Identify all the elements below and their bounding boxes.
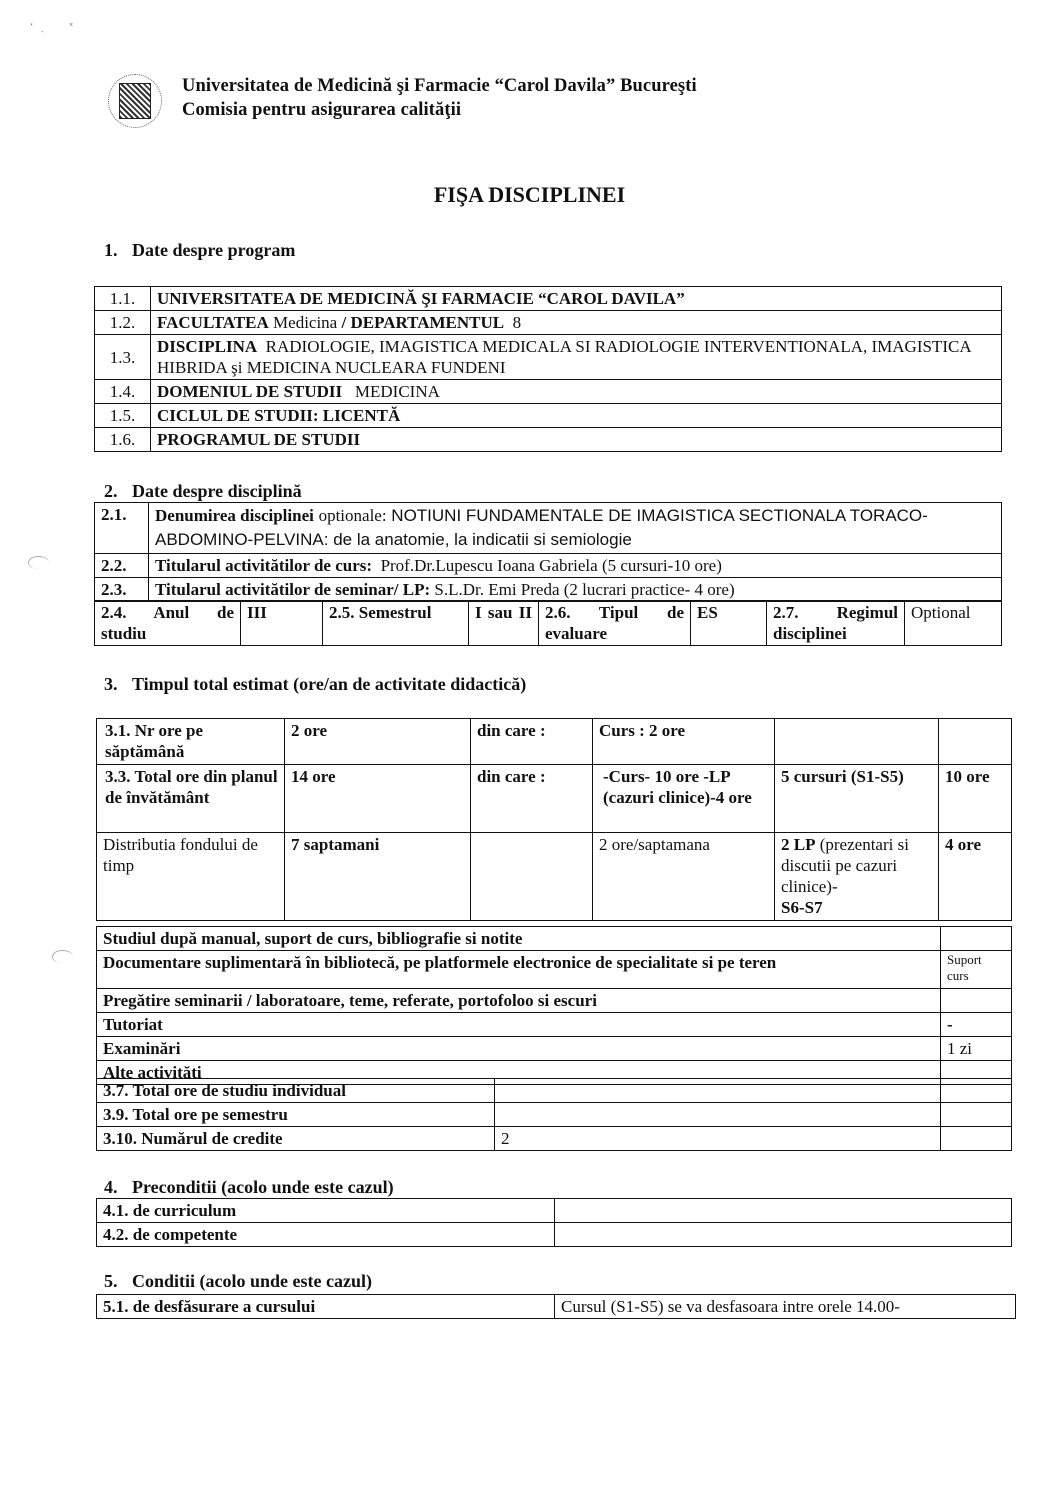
table-row	[97, 1295, 1016, 1319]
scan-mark	[52, 950, 73, 963]
activities-table	[96, 926, 1012, 1085]
scan-mark	[28, 556, 49, 569]
table-row	[95, 380, 1002, 404]
courses-range: 5 cursuri (S1-S5)	[775, 765, 939, 833]
cycle-cell: CICLUL DE STUDII: LICENTĂ	[151, 404, 1002, 428]
section-2-heading: 2. Date despre disciplină	[104, 481, 302, 501]
commission-name: Comisia pentru asigurarea calităţii	[182, 100, 462, 120]
table-row	[97, 1127, 1012, 1151]
row-code: 2.3.	[95, 578, 149, 602]
of-which-label: din care :	[471, 719, 593, 765]
preconditions-table	[96, 1198, 1012, 1247]
discipline-cell: DISCIPLINA RADIOLOGIE, IMAGISTICA MEDICALA SI RADIOLOGIE INTERVENTIONALA, IMAGISTICA HIBRIDA şi MEDICINA NUCLEARA FUNDENI	[151, 335, 1002, 380]
row-code: 2.1.	[95, 503, 149, 554]
activity-label: Studiul după manual, suport de curs, bibliografie si notite	[97, 927, 941, 951]
table-row	[95, 554, 1002, 578]
table-row	[97, 927, 1012, 951]
university-name: Universitatea de Medicină şi Farmacie “Carol Davila” Bucureşti	[182, 76, 697, 96]
precondition-value	[555, 1223, 1012, 1247]
table-row	[97, 1199, 1012, 1223]
table-row	[97, 1079, 1012, 1103]
discipline-attributes-table	[94, 600, 1002, 646]
table-row	[95, 311, 1002, 335]
total-extra	[941, 1103, 1012, 1127]
weekly-detail: Curs : 2 ore	[593, 719, 775, 765]
total-value	[495, 1103, 941, 1127]
course-holder-cell: Titularul activitătilor de curs: Prof.Dr.Lupescu Ioana Gabriela (5 cursuri-10 ore)	[149, 554, 1002, 578]
courses-hours: 10 ore	[939, 765, 1012, 833]
distribution-value: 7 saptamani	[285, 833, 471, 921]
evaluation-value: ES	[691, 601, 767, 646]
table-row	[97, 1223, 1012, 1247]
university-cell: UNIVERSITATEA DE MEDICINĂ ŞI FARMACIE “CAROL DAVILA”	[151, 287, 1002, 311]
activity-label: Examinări	[97, 1037, 941, 1061]
table-row	[95, 287, 1002, 311]
of-which-label: din care :	[471, 765, 593, 833]
activity-label: Pregătire seminarii / laboratoare, teme, referate, portofoloo si escuri	[97, 989, 941, 1013]
program-table	[94, 286, 1002, 452]
table-row	[95, 404, 1002, 428]
table-row	[95, 335, 1002, 380]
row-code: 1.4.	[95, 380, 151, 404]
activity-value: 1 zi	[941, 1037, 1012, 1061]
activity-label: Documentare suplimentară în bibliotecă, pe platformele electronice de specialitate si pe teren	[97, 951, 941, 989]
weekly-hours-value: 2 ore	[285, 719, 471, 765]
row-code: 1.6.	[95, 428, 151, 452]
credits-value: 2	[495, 1127, 941, 1151]
table-row	[97, 1103, 1012, 1127]
row-code: 2.2.	[95, 554, 149, 578]
precondition-value	[555, 1199, 1012, 1223]
total-label: 3.7. Total ore de studiu individual	[97, 1079, 495, 1103]
row-code: 1.5.	[95, 404, 151, 428]
regime-value: Optional	[905, 601, 1002, 646]
table-row	[97, 951, 1012, 989]
time-table	[96, 718, 1012, 921]
seminar-holder-cell: Titularul activitătilor de seminar/ LP: S.L.Dr. Emi Preda (2 lucrari practice- 4 ore)	[149, 578, 1002, 602]
row-code: 1.2.	[95, 311, 151, 335]
section-1-heading: 1. Date despre program	[104, 240, 296, 260]
regime-label: 2.7. Regimul disciplinei	[767, 601, 905, 646]
table-row	[97, 765, 1012, 833]
section-4-heading: 4. Preconditii (acolo unde este cazul)	[104, 1177, 394, 1197]
activity-label: Alte activităti	[97, 1061, 941, 1085]
scan-marks: ʻ ˎ ˟	[30, 22, 73, 33]
distribution-detail: 2 ore/saptamana	[593, 833, 775, 921]
total-hours-label: 3.3. Total ore din planul de învătământ	[97, 765, 285, 833]
semester-label: 2.5. Semestrul	[323, 601, 469, 646]
totals-table	[96, 1078, 1012, 1151]
row-code: 1.3.	[95, 335, 151, 380]
distribution-label: Distributia fondului de timp	[97, 833, 285, 921]
faculty-cell: FACULTATEA Medicina / DEPARTAMENTUL 8	[151, 311, 1002, 335]
university-seal-icon	[108, 74, 162, 128]
discipline-name-cell: Denumirea disciplinei optionale: NOTIUNI FUNDAMENTALE DE IMAGISTICA SECTIONALA TORACO-ABDOMINO-PELVINA: de la anatomie, la indicatii si semiologie	[149, 503, 1002, 554]
semester-value: I sau II	[469, 601, 539, 646]
total-detail: -Curs- 10 ore -LP (cazuri clinice)-4 ore	[593, 765, 775, 833]
total-hours-value: 14 ore	[285, 765, 471, 833]
activity-label: Tutoriat	[97, 1013, 941, 1037]
condition-value: Cursul (S1-S5) se va desfasoara intre orele 14.00-	[555, 1295, 1016, 1319]
table-row	[95, 601, 1002, 646]
year-value: III	[241, 601, 323, 646]
distribution-empty	[471, 833, 593, 921]
table-row	[95, 428, 1002, 452]
evaluation-label: 2.6. Tipul de evaluare	[539, 601, 691, 646]
table-row	[97, 719, 1012, 765]
weekly-extra	[775, 719, 939, 765]
activity-value	[941, 989, 1012, 1013]
section-5-heading: 5. Conditii (acolo unde este cazul)	[104, 1271, 372, 1291]
table-row	[95, 503, 1002, 554]
discipline-table	[94, 502, 1002, 602]
condition-label: 5.1. de desfăsurare a cursului	[97, 1295, 555, 1319]
domain-cell: DOMENIUL DE STUDII MEDICINA	[151, 380, 1002, 404]
table-row	[97, 833, 1012, 921]
year-label: 2.4. Anul de studiu	[95, 601, 241, 646]
table-row	[97, 1037, 1012, 1061]
section-3-heading: 3. Timpul total estimat (ore/an de activitate didactică)	[104, 674, 527, 694]
activity-value	[941, 927, 1012, 951]
total-label: 3.9. Total ore pe semestru	[97, 1103, 495, 1127]
table-row	[97, 1013, 1012, 1037]
activity-value: -	[941, 1013, 1012, 1037]
lp-hours: 4 ore	[939, 833, 1012, 921]
lp-cell: 2 LP (prezentari si discutii pe cazuri clinice)- S6-S7	[775, 833, 939, 921]
table-row	[97, 989, 1012, 1013]
total-label: 3.10. Numărul de credite	[97, 1127, 495, 1151]
precondition-label: 4.1. de curriculum	[97, 1199, 555, 1223]
precondition-label: 4.2. de competente	[97, 1223, 555, 1247]
table-row	[95, 578, 1002, 602]
weekly-hours-label: 3.1. Nr ore pe săptămână	[97, 719, 285, 765]
weekly-extra-hours	[939, 719, 1012, 765]
total-extra	[941, 1127, 1012, 1151]
page-title: FIŞA DISCIPLINEI	[433, 182, 626, 207]
total-extra	[941, 1079, 1012, 1103]
activity-value: Suport curs	[941, 951, 1012, 989]
program-cell: PROGRAMUL DE STUDII	[151, 428, 1002, 452]
row-code: 1.1.	[95, 287, 151, 311]
conditions-table	[96, 1294, 1016, 1319]
total-value	[495, 1079, 941, 1103]
